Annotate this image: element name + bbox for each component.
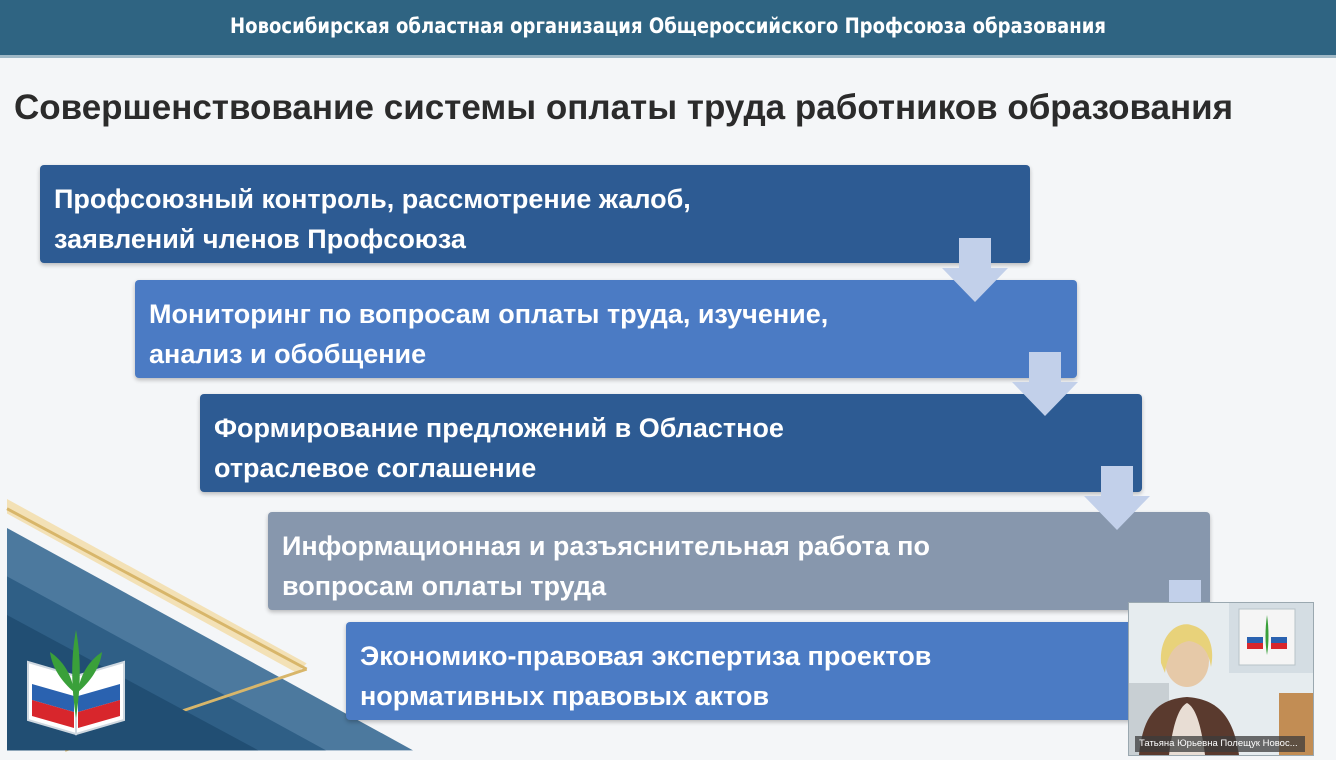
- slide-title: Совершенствование системы оплаты труда работников образования: [14, 88, 1234, 127]
- down-arrow-icon: [1010, 352, 1080, 418]
- step-3-line-1: Формирование предложений в Областное: [214, 413, 784, 443]
- step-5-line-1: Экономико-правовая экспертиза проектов: [360, 641, 932, 671]
- participant-name-label: Татьяна Юрьевна Полещук Новос...: [1135, 736, 1305, 752]
- step-box-1: [40, 165, 1030, 263]
- down-arrow-icon: [1082, 466, 1152, 532]
- down-arrow-icon: [940, 238, 1010, 304]
- step-1-line-1: Профсоюзный контроль, рассмотрение жалоб,: [54, 184, 691, 214]
- step-3-line-2: отраслевое соглашение: [214, 453, 537, 483]
- webcam-video-tile[interactable]: [1128, 602, 1314, 756]
- organization-title: Новосибирская областная организация Общероссийского Профсоюза образования: [230, 14, 1106, 38]
- step-box-4: [268, 512, 1210, 610]
- profsoyuz-logo-icon: [22, 622, 130, 740]
- step-1-line-2: заявлений членов Профсоюза: [54, 224, 466, 254]
- step-2-line-2: анализ и обобщение: [149, 339, 427, 369]
- header-bar: [0, 0, 1336, 58]
- webcam-video-feed: [1129, 603, 1313, 755]
- step-5-line-2: нормативных правовых актов: [360, 681, 770, 711]
- step-4-line-1: Информационная и разъяснительная работа по: [282, 531, 930, 561]
- step-4-line-2: вопросам оплаты труда: [282, 571, 607, 601]
- step-box-3: [200, 394, 1142, 492]
- step-box-2: [135, 280, 1077, 378]
- step-2-line-1: Мониторинг по вопросам оплаты труда, изучение,: [149, 299, 829, 329]
